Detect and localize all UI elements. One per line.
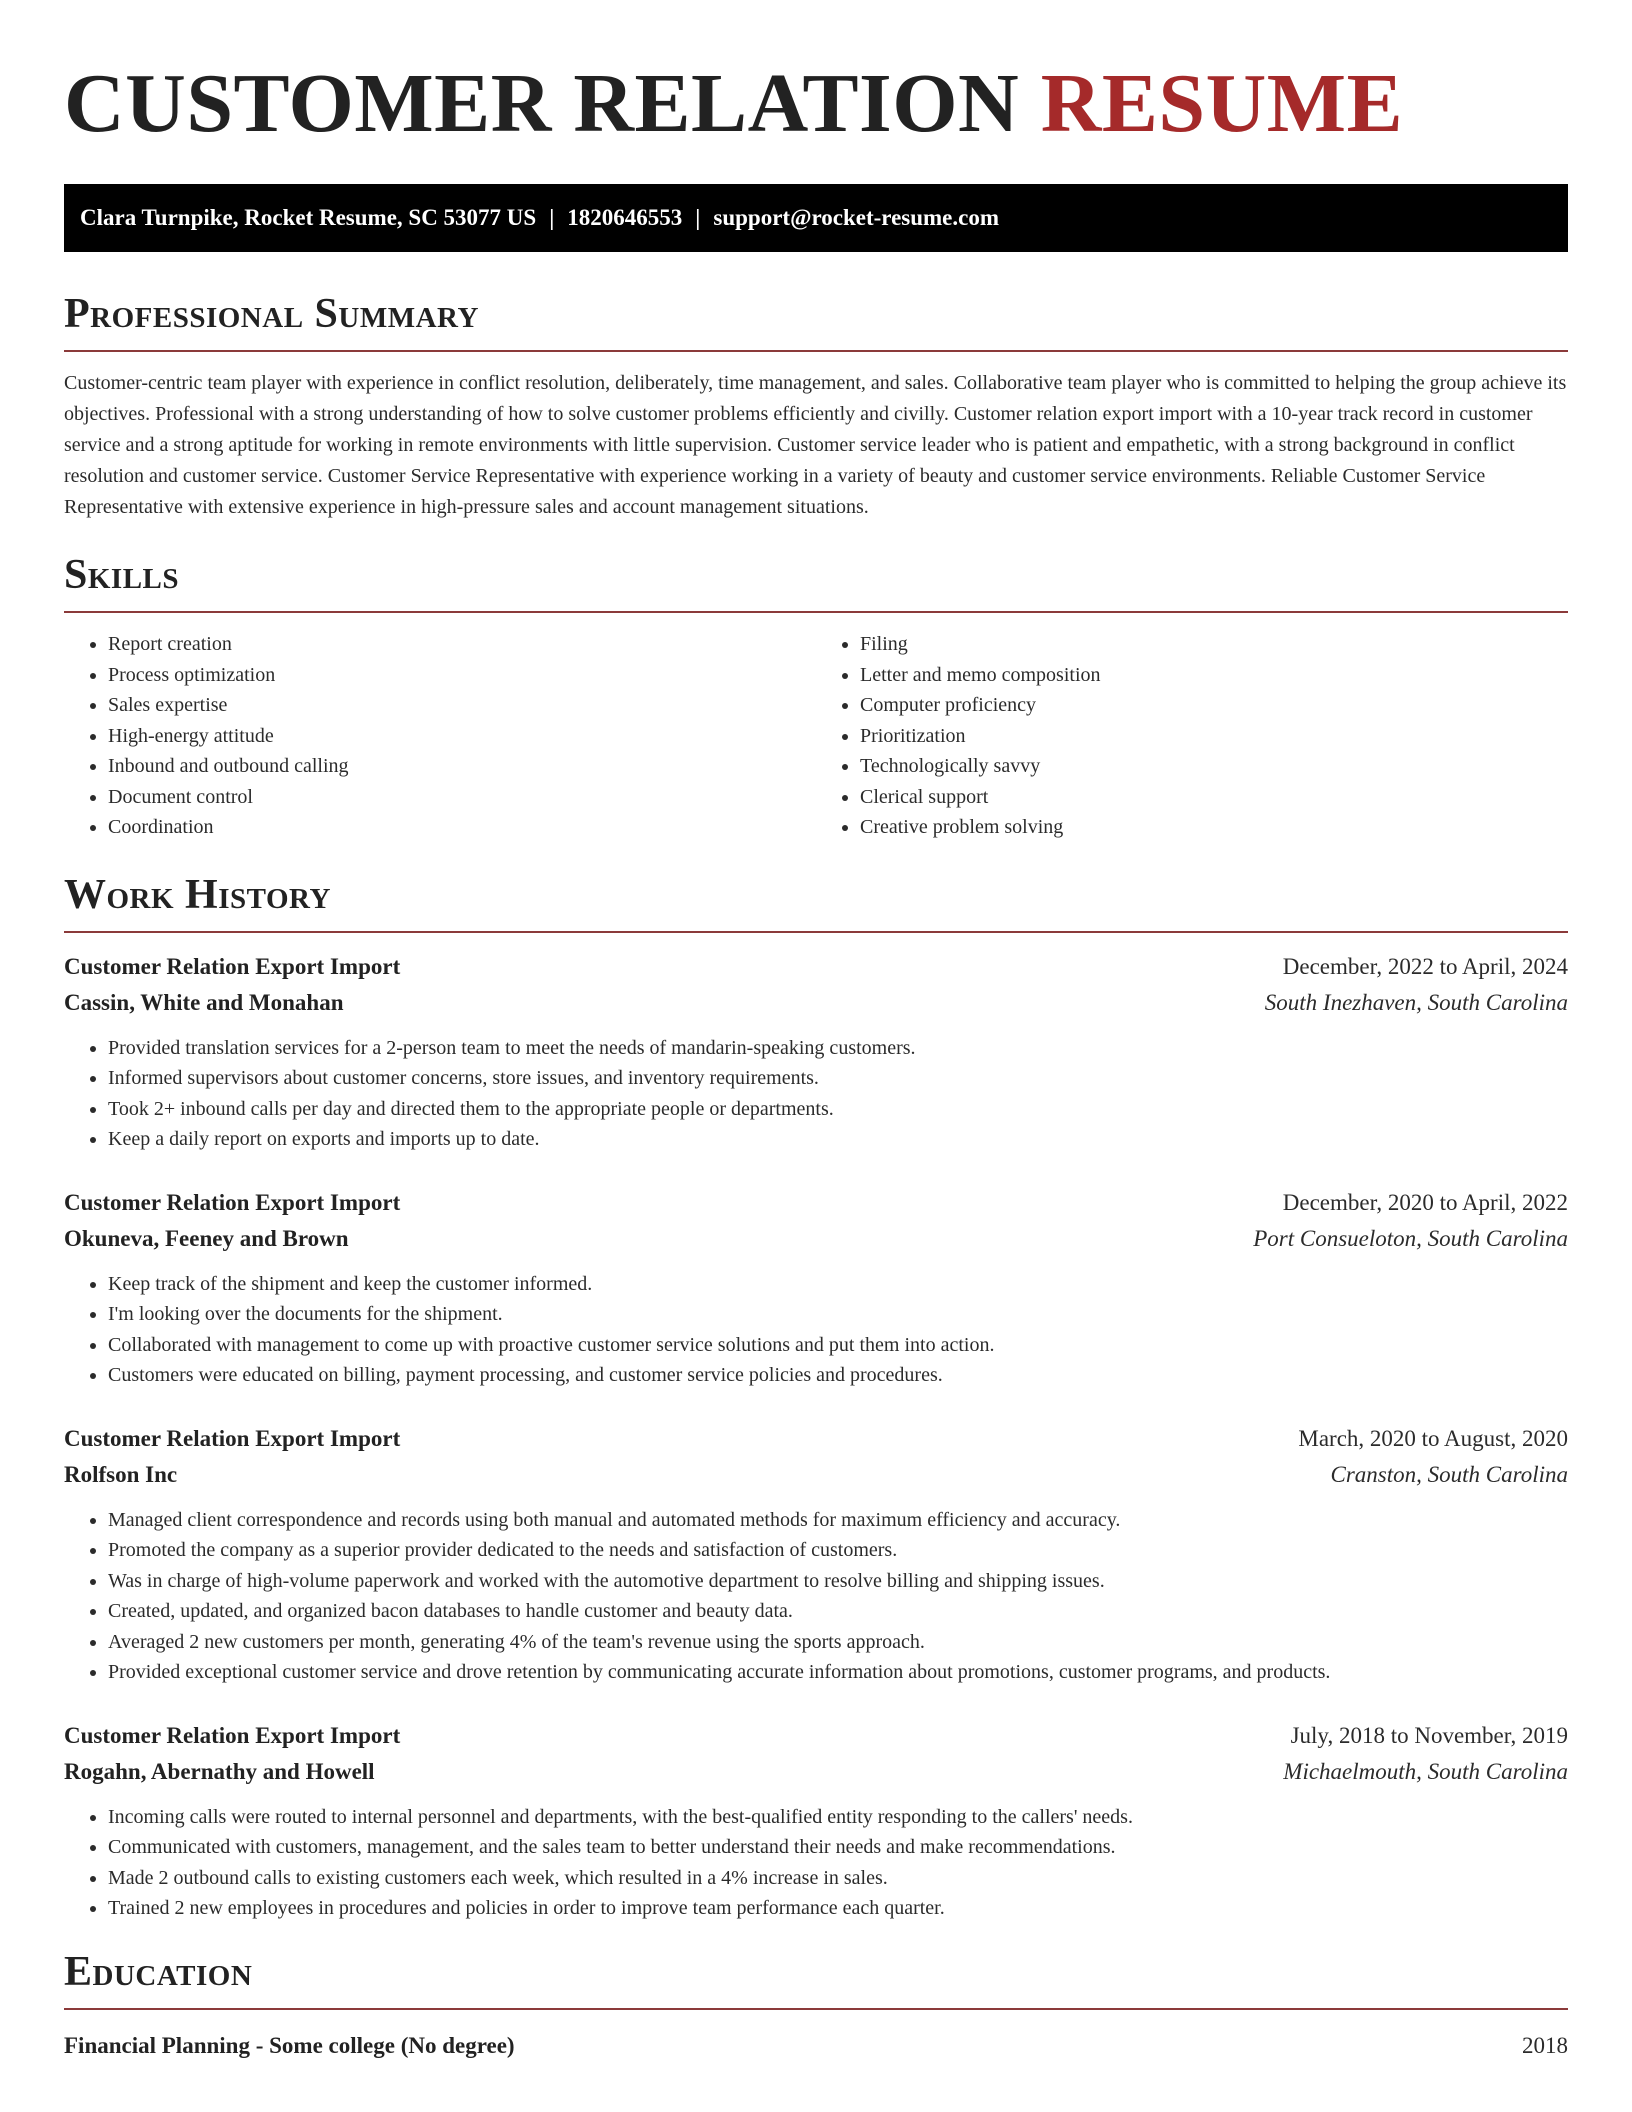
job-bullet: • Keep track of the shipment and keep the customer informed.: [108, 1269, 1568, 1300]
job-bullet: • Made 2 outbound calls to existing customers each week, which resulted in a 4% increase in sales.: [108, 1863, 1568, 1894]
title-main: CUSTOMER RELATION: [64, 57, 1020, 150]
job-company-row: [64, 1457, 1568, 1493]
work-history-section: [64, 871, 1568, 1924]
contact-phone: 1820646553: [567, 205, 683, 230]
job-title: Customer Relation Export Import: [64, 1722, 401, 1748]
job-company-row: [64, 1754, 1568, 1790]
contact-separator: |: [695, 205, 701, 230]
job-title: Customer Relation Export Import: [64, 1189, 401, 1215]
summary-section: [64, 290, 1568, 523]
education-heading: Education: [64, 1948, 253, 1995]
job-entry: [64, 1718, 1568, 1924]
summary-heading: Professional Summary: [64, 291, 479, 337]
title-accent: RESUME: [1040, 57, 1404, 150]
job-header-row: [64, 949, 1568, 985]
job-company-row: [64, 985, 1568, 1021]
job-bullets: [64, 1033, 1568, 1155]
job-location: South Inezhaven, South Carolina: [1264, 989, 1568, 1015]
contact-address: Clara Turnpike, Rocket Resume, SC 53077 US: [80, 205, 537, 230]
job-location: Michaelmouth, South Carolina: [1283, 1758, 1568, 1784]
skills-list-right: [816, 629, 1568, 843]
job-bullet: • Averaged 2 new customers per month, generating 4% of the team's revenue using the sports approach.: [108, 1627, 1568, 1658]
job-dates: December, 2022 to April, 2024: [1282, 953, 1568, 979]
skill-item: • Coordination: [108, 812, 816, 843]
job-bullet: • Took 2+ inbound calls per day and directed them to the appropriate people or departments.: [108, 1094, 1568, 1125]
job-bullet: • Incoming calls were routed to internal personnel and departments, with the best-qualified entity responding to the callers' needs.: [108, 1802, 1568, 1833]
job-dates: March, 2020 to August, 2020: [1298, 1425, 1568, 1451]
job-bullet: • Provided translation services for a 2-person team to meet the needs of mandarin-speaking customers.: [108, 1033, 1568, 1064]
skill-item: • Report creation: [108, 629, 816, 660]
job-bullet: • Communicated with customers, management, and the sales team to better understand their needs and make recommendations.: [108, 1832, 1568, 1863]
job-header-row: [64, 1421, 1568, 1457]
skill-item: • Technologically savvy: [860, 751, 1568, 782]
job-dates: July, 2018 to November, 2019: [1290, 1722, 1568, 1748]
job-company: Cassin, White and Monahan: [64, 989, 344, 1015]
job-bullet: • Collaborated with management to come up with proactive customer service solutions and put them into action.: [108, 1330, 1568, 1361]
skills-list-left: [64, 629, 816, 843]
skill-item: • Letter and memo composition: [860, 660, 1568, 691]
job-location: Port Consueloton, South Carolina: [1253, 1225, 1568, 1251]
job-company-row: [64, 1221, 1568, 1257]
job-entry: [64, 1185, 1568, 1391]
job-header-row: [64, 1185, 1568, 1221]
skill-item: • Prioritization: [860, 721, 1568, 752]
job-bullet: • I'm looking over the documents for the shipment.: [108, 1299, 1568, 1330]
job-bullet: • Created, updated, and organized bacon databases to handle customer and beauty data.: [108, 1596, 1568, 1627]
section-divider: [64, 931, 1568, 933]
summary-text: Customer-centric team player with experience in conflict resolution, deliberately, time management, and sales. Collaborative team player who is committed to helping the group achieve its objectives. Professional with a strong understanding of how to solve customer problems efficiently and civilly. Customer relation export import with a 10-year track record in customer service and a strong aptitude for working in remote environments with little supervision. Customer service leader who is patient and empathetic, with a strong background in conflict resolution and customer service. Customer Service Representative with experience working in a variety of beauty and customer service environments. Reliable Customer Service Representative with extensive experience in high-pressure sales and account management situations.: [64, 372, 1567, 518]
job-company: Okuneva, Feeney and Brown: [64, 1225, 349, 1251]
contact-separator: |: [549, 205, 555, 230]
job-bullet: • Keep a daily report on exports and imports up to date.: [108, 1124, 1568, 1155]
job-bullet: • Managed client correspondence and records using both manual and automated methods for maximum efficiency and accuracy.: [108, 1505, 1568, 1536]
job-company: Rolfson Inc: [64, 1461, 178, 1487]
education-degree: Financial Planning - Some college (No degree): [64, 2032, 515, 2058]
contact-bar: [64, 184, 1568, 252]
section-divider: [64, 611, 1568, 613]
skill-item: • Computer proficiency: [860, 690, 1568, 721]
skill-item: • High-energy attitude: [108, 721, 816, 752]
skill-item: • Document control: [108, 782, 816, 813]
education-entry: [64, 2028, 1568, 2064]
job-bullets: [64, 1269, 1568, 1391]
job-bullet: • Informed supervisors about customer concerns, store issues, and inventory requirements.: [108, 1063, 1568, 1094]
skill-item: • Sales expertise: [108, 690, 816, 721]
job-entry: [64, 1421, 1568, 1688]
job-header-row: [64, 1718, 1568, 1754]
skill-item: • Filing: [860, 629, 1568, 660]
education-year: 2018: [1522, 2032, 1568, 2058]
skill-item: • Clerical support: [860, 782, 1568, 813]
skill-item: • Creative problem solving: [860, 812, 1568, 843]
contact-email[interactable]: support@rocket-resume.com: [713, 205, 1000, 230]
job-title: Customer Relation Export Import: [64, 953, 401, 979]
skill-item: • Inbound and outbound calling: [108, 751, 816, 782]
skills-section: [64, 551, 1568, 843]
job-company: Rogahn, Abernathy and Howell: [64, 1758, 375, 1784]
job-bullet: • Customers were educated on billing, payment processing, and customer service policies and procedures.: [108, 1360, 1568, 1391]
resume-title: [64, 0, 1568, 150]
job-title: Customer Relation Export Import: [64, 1425, 401, 1451]
job-bullet: • Promoted the company as a superior provider dedicated to the needs and satisfaction of customers.: [108, 1535, 1568, 1566]
job-bullets: [64, 1802, 1568, 1924]
job-bullet: • Trained 2 new employees in procedures and policies in order to improve team performance each quarter.: [108, 1893, 1568, 1924]
section-divider: [64, 350, 1568, 352]
job-bullets: [64, 1505, 1568, 1688]
job-entry: [64, 949, 1568, 1155]
skill-item: • Process optimization: [108, 660, 816, 691]
job-location: Cranston, South Carolina: [1330, 1461, 1568, 1487]
skills-heading: Skills: [64, 552, 180, 598]
section-divider: [64, 2008, 1568, 2010]
education-section: [64, 1948, 1568, 2064]
job-dates: December, 2020 to April, 2022: [1282, 1189, 1568, 1215]
job-bullet: • Provided exceptional customer service and drove retention by communicating accurate information about promotions, customer programs, and products.: [108, 1657, 1568, 1688]
work-history-heading: Work History: [64, 871, 331, 918]
skills-grid: [64, 629, 1568, 843]
job-bullet: • Was in charge of high-volume paperwork and worked with the automotive department to resolve billing and shipping issues.: [108, 1566, 1568, 1597]
